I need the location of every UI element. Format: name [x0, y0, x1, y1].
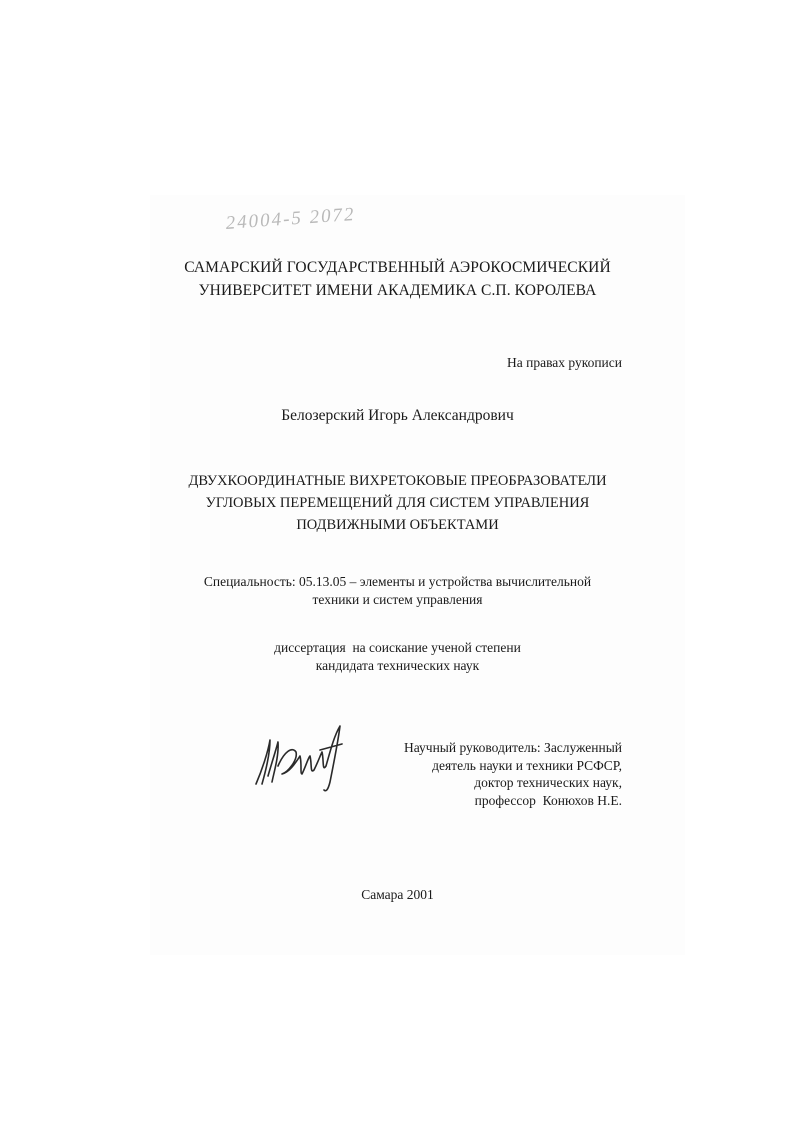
degree-line-2: кандидата технических наук	[315, 658, 480, 673]
organization-line-2: УНИВЕРСИТЕТ ИМЕНИ АКАДЕМИКА С.П. КОРОЛЕВА	[198, 282, 597, 299]
degree-line-1: диссертация на соискание ученой степени	[274, 640, 521, 655]
place-and-year: Самара 2001	[361, 887, 434, 902]
supervisor-line-1: Научный руководитель: Заслуженный	[403, 740, 622, 755]
supervisor-line-3: доктор технических наук,	[474, 775, 622, 790]
specialty	[150, 573, 645, 609]
degree-statement	[150, 639, 645, 675]
supervisor-line-4: профессор Конюхов Н.Е.	[474, 792, 622, 808]
title-line-1: ДВУХКООРДИНАТНЫЕ ВИХРЕТОКОВЫЕ ПРЕОБРАЗОВАТЕЛИ	[188, 473, 607, 489]
archive-stamp	[225, 203, 495, 253]
specialty-line-2: техники и систем управления	[312, 592, 483, 607]
author-name: Белозерский Игорь Александрович	[281, 407, 514, 424]
dissertation-title	[150, 470, 645, 536]
organization-name	[150, 256, 645, 302]
rights-notice: На правах рукописи	[506, 355, 622, 370]
organization-line-1: САМАРСКИЙ ГОСУДАРСТВЕННЫЙ АЭРОКОСМИЧЕСКИЙ	[184, 259, 611, 276]
archive-stamp-text: 24004-5 2072	[225, 203, 357, 234]
title-line-2: УГЛОВЫХ ПЕРЕМЕЩЕНИЙ ДЛЯ СИСТЕМ УПРАВЛЕНИЯ	[205, 495, 590, 511]
title-line-3: ПОДВИЖНЫМИ ОБЪЕКТАМИ	[296, 517, 499, 533]
supervisor-line-2: деятель науки и техники РСФСР,	[432, 757, 622, 773]
scientific-supervisor	[362, 739, 622, 809]
specialty-line-1: Специальность: 05.13.05 – элементы и устройства вычислительной	[203, 574, 592, 589]
handwritten-signature	[248, 722, 348, 794]
